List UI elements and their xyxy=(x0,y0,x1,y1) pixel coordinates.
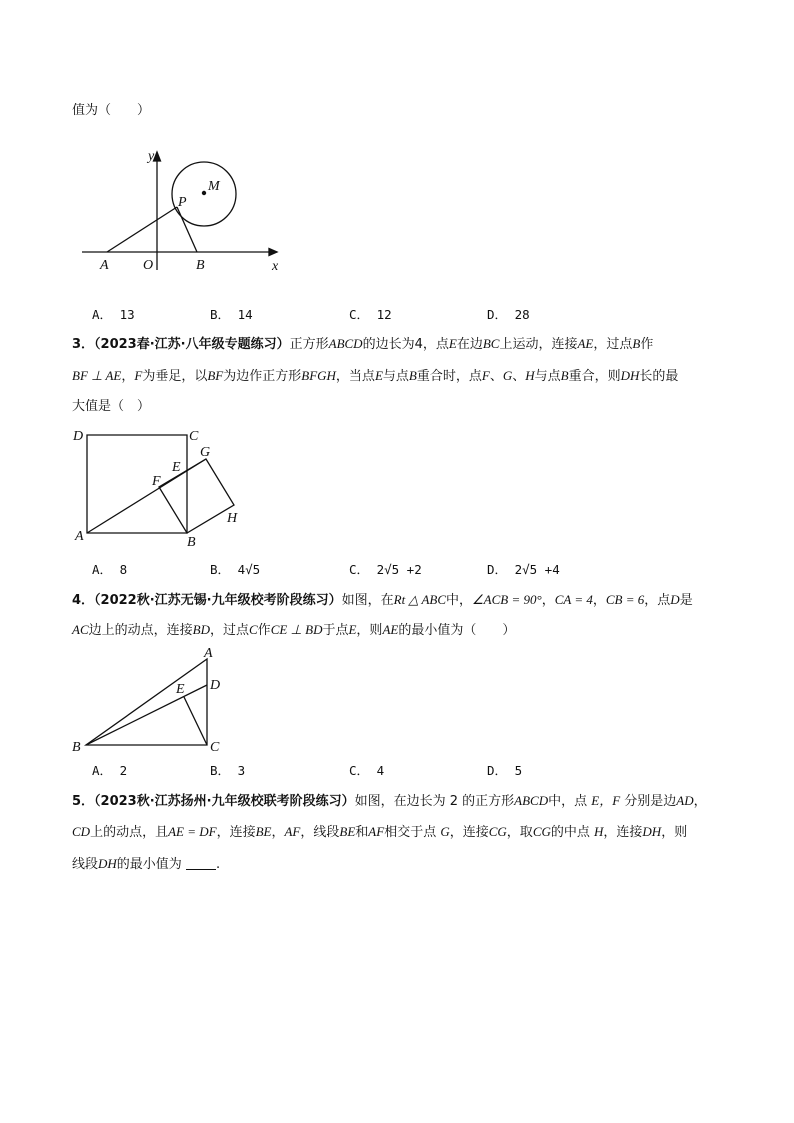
question-stem-end: 值为（ ） xyxy=(72,103,151,118)
center-dot-m xyxy=(202,191,206,195)
label-c: C xyxy=(189,429,199,444)
q3-option-a[interactable]: A． 8 xyxy=(92,562,128,577)
q3-line-3: 大值是（ ） xyxy=(72,399,151,414)
segment-ap xyxy=(107,207,177,252)
label-a: A xyxy=(204,646,213,661)
x-axis-arrow xyxy=(269,249,277,256)
q3-option-c[interactable]: C． 2√5 +2 xyxy=(349,562,422,577)
label-m: M xyxy=(208,179,220,194)
q2-option-b[interactable]: B． 14 xyxy=(210,307,253,322)
q5-line-2: CD上的动点，且AE = DF，连接BE，AF，线段BE和AF相交于点 G，连接CG，取CG的中点 H，连接DH，则 xyxy=(72,824,688,840)
q3-option-b[interactable]: B． 4√5 xyxy=(210,562,261,577)
q3-figure xyxy=(72,424,262,554)
label-b: B xyxy=(187,535,196,550)
label-h: H xyxy=(227,511,238,526)
label-b: B xyxy=(72,740,81,755)
segment-bd xyxy=(86,685,207,745)
label-y: y xyxy=(148,149,155,164)
q4-option-b[interactable]: B． 3 xyxy=(210,763,246,778)
q4-line-1: 4．（2022秋·江苏无锡·九年级校考阶段练习）如图，在Rt △ ABC中，∠ACB = 90°，CA = 4，CB = 6，点D是 xyxy=(72,592,693,608)
label-a: A xyxy=(75,529,84,544)
q4-option-a[interactable]: A． 2 xyxy=(92,763,128,778)
q3-line-2: BF ⊥ AE，F为垂足，以BF为边作正方形BFGH，当点E与点B重合时，点F、G、H与点B重合，则DH长的最 xyxy=(72,368,679,384)
q2-option-d[interactable]: D． 28 xyxy=(487,307,530,322)
square-bfgh xyxy=(159,459,234,533)
label-g: G xyxy=(200,445,211,460)
q3-line-1: 3．（2023春·江苏·八年级专题练习）正方形ABCD的边长为4，点E在边BC上运动，连接AE，过点B作 xyxy=(72,336,654,352)
q2-option-a[interactable]: A． 13 xyxy=(92,307,135,322)
label-o: O xyxy=(143,258,154,273)
label-d: D xyxy=(73,429,84,444)
label-e: E xyxy=(172,460,181,475)
q4-option-c[interactable]: C． 4 xyxy=(349,763,385,778)
label-a: A xyxy=(100,258,109,273)
triangle-abc xyxy=(86,659,207,745)
label-c: C xyxy=(210,740,220,755)
q3-option-d[interactable]: D． 2√5 +4 xyxy=(487,562,560,577)
q4-figure xyxy=(70,645,240,757)
q5-line-1: 5．（2023秋·江苏扬州·九年级校联考阶段练习）如图，在边长为 2 的正方形ABCD中，点 E，F 分别是边AD， xyxy=(72,793,707,809)
q2-figure xyxy=(72,140,292,280)
label-f: F xyxy=(152,474,161,489)
q2-option-c[interactable]: C． 12 xyxy=(349,307,392,322)
label-e: E xyxy=(176,682,185,697)
label-x: x xyxy=(272,259,279,274)
label-p: P xyxy=(178,195,187,210)
segment-ce xyxy=(184,697,207,745)
label-d: D xyxy=(210,678,221,693)
q4-line-2: AC边上的动点，连接BD，过点C作CE ⊥ BD于点E，则AE的最小值为（ ） xyxy=(72,622,516,638)
square-abcd xyxy=(87,435,187,533)
label-b: B xyxy=(196,258,205,273)
q5-line-3: 线段DH的最小值为 . xyxy=(72,856,221,872)
q4-option-d[interactable]: D． 5 xyxy=(487,763,523,778)
answer-blank[interactable] xyxy=(186,857,216,870)
segment-pb xyxy=(177,207,197,252)
y-axis-arrow xyxy=(154,152,161,161)
